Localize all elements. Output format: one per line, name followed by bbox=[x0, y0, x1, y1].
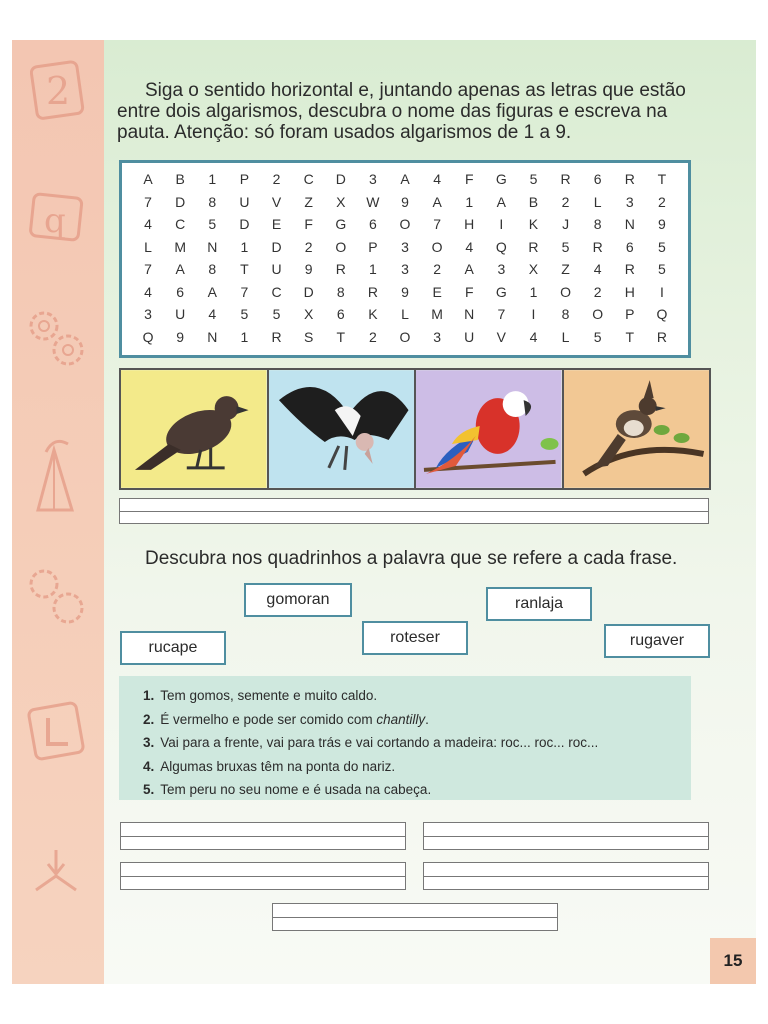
grid-cell: D bbox=[303, 283, 314, 300]
arrows-icon bbox=[28, 846, 84, 896]
letter-l-icon bbox=[26, 700, 88, 766]
grid-cell: 3 bbox=[144, 306, 152, 323]
picture-crow bbox=[121, 370, 269, 488]
grid-cell: N bbox=[464, 306, 475, 323]
grid-cell: A bbox=[143, 171, 153, 188]
clue-text: Vai para a frente, vai para trás e vai cortando a madeira: roc... roc... roc... bbox=[160, 735, 599, 750]
grid-cell: 9 bbox=[176, 328, 185, 345]
grid-cell: V bbox=[271, 193, 282, 210]
grid-cell: 2 bbox=[658, 193, 666, 210]
grid-cell: T bbox=[240, 261, 249, 278]
grid-cell: 2 bbox=[593, 283, 602, 300]
grid-cell: 4 bbox=[208, 306, 217, 323]
scrambled-word-rucape: rucape bbox=[120, 631, 226, 665]
answer-line-birds[interactable] bbox=[119, 498, 709, 524]
grid-cell: Q bbox=[656, 306, 668, 323]
grid-cell: Q bbox=[495, 238, 507, 255]
grid-cell: 3 bbox=[625, 193, 634, 210]
grid-cell: R bbox=[624, 261, 635, 278]
grid-cell: 4 bbox=[529, 328, 538, 345]
grid-cell: 5 bbox=[272, 306, 281, 323]
grid-cell: A bbox=[432, 193, 442, 210]
letter-q-icon bbox=[26, 190, 86, 246]
grid-cell: U bbox=[175, 306, 186, 323]
gears-icon-2 bbox=[22, 560, 92, 630]
grid-cell: E bbox=[271, 216, 282, 233]
picture-cardinal bbox=[564, 370, 710, 488]
grid-cell: L bbox=[593, 193, 602, 210]
grid-cell: O bbox=[560, 283, 572, 300]
grid-cell: T bbox=[657, 171, 667, 188]
scrambled-word-ranlaja: ranlaja bbox=[486, 587, 592, 621]
grid-cell: L bbox=[561, 328, 570, 345]
grid-cell: 8 bbox=[208, 261, 217, 278]
grid-cell: 2 bbox=[433, 261, 441, 278]
grid-cell: 1 bbox=[368, 261, 377, 278]
grid-cell: 5 bbox=[658, 238, 666, 255]
grid-cell: Z bbox=[561, 261, 570, 278]
grid-cell: 7 bbox=[433, 216, 441, 233]
grid-cell: 4 bbox=[144, 216, 152, 233]
grid-cell: 1 bbox=[465, 193, 474, 210]
clue-item bbox=[143, 731, 598, 755]
number-two-icon bbox=[30, 58, 86, 122]
clue-panel bbox=[119, 676, 691, 800]
clue-item bbox=[143, 684, 598, 708]
grid-cell: 5 bbox=[529, 171, 538, 188]
svg-text:q: q bbox=[44, 201, 66, 241]
grid-cell: 1 bbox=[208, 171, 217, 188]
grid-cell: H bbox=[464, 216, 475, 233]
grid-cell: 3 bbox=[401, 261, 409, 278]
answer-line-1[interactable] bbox=[120, 822, 406, 850]
grid-cell: L bbox=[144, 238, 152, 255]
parrot-icon bbox=[416, 370, 562, 488]
instruction-line-1: Siga o sentido horizontal e, juntando apenas as letras que estão bbox=[145, 80, 686, 101]
instruction-line-2: entre dois algarismos, descubra o nome das figuras e escreva na bbox=[117, 101, 668, 122]
grid-cell: Q bbox=[142, 328, 154, 345]
clue-text: É vermelho e pode ser comido com bbox=[160, 711, 377, 727]
grid-cell: D bbox=[175, 193, 186, 210]
grid-cell: 1 bbox=[529, 283, 538, 300]
scrambled-word-rugaver: rugaver bbox=[604, 624, 710, 658]
grid-cell: G bbox=[495, 283, 507, 300]
grid-cell: A bbox=[464, 261, 474, 278]
clue-number: 1. bbox=[143, 688, 155, 703]
grid-cell: 6 bbox=[593, 171, 602, 188]
grid-cell: G bbox=[335, 216, 347, 233]
scrambled-word-roteser: roteser bbox=[362, 621, 468, 655]
grid-cell: T bbox=[336, 328, 346, 345]
grid-cell: 5 bbox=[658, 261, 666, 278]
clue-item bbox=[143, 755, 598, 779]
answer-line-2[interactable] bbox=[423, 822, 709, 850]
grid-cell: O bbox=[335, 238, 347, 255]
grid-cell: 7 bbox=[497, 306, 506, 323]
clue-text-end: . bbox=[425, 711, 429, 727]
grid-cell: B bbox=[528, 193, 539, 210]
workbook-page bbox=[12, 40, 756, 984]
grid-cell: X bbox=[336, 193, 346, 210]
clue-list bbox=[143, 684, 598, 802]
grid-cell: R bbox=[592, 238, 603, 255]
grid-cell: U bbox=[239, 193, 250, 210]
grid-cell: I bbox=[531, 306, 536, 323]
picture-parrot bbox=[416, 370, 564, 488]
grid-cell: K bbox=[368, 306, 378, 323]
crow-icon bbox=[121, 370, 267, 488]
grid-cell: 9 bbox=[658, 216, 666, 233]
grid-cell: F bbox=[304, 216, 313, 233]
grid-cell: 5 bbox=[208, 216, 217, 233]
clue-text: Tem peru no seu nome e é usada na cabeça. bbox=[160, 782, 432, 797]
grid-cell: C bbox=[303, 171, 314, 188]
grid-cell: F bbox=[464, 283, 474, 300]
grid-cell: U bbox=[464, 328, 475, 345]
clue-item bbox=[143, 708, 598, 732]
grid-cell: 6 bbox=[176, 283, 185, 300]
grid-cell: A bbox=[496, 193, 507, 210]
grid-cell: 3 bbox=[368, 171, 377, 188]
instruction-line-3: pauta. Atenção: só foram usados algarismos de 1 a 9. bbox=[117, 122, 572, 143]
grid-cell: P bbox=[239, 171, 250, 188]
grid-cell: X bbox=[528, 261, 539, 278]
grid-cell: I bbox=[499, 216, 504, 233]
grid-cell: 2 bbox=[561, 193, 570, 210]
section-title: Descubra nos quadrinhos a palavra que se refere a cada frase. bbox=[145, 548, 678, 569]
grid-cell: 8 bbox=[208, 193, 217, 210]
page-number: 15 bbox=[710, 938, 756, 984]
grid-cell: E bbox=[432, 283, 442, 300]
clue-number: 2. bbox=[143, 711, 155, 727]
grid-cell: R bbox=[560, 171, 571, 188]
grid-cell: 4 bbox=[433, 171, 441, 188]
scrambled-word-gomoran: gomoran bbox=[244, 583, 352, 617]
grid-cell: A bbox=[175, 261, 185, 278]
clue-number: 5. bbox=[143, 782, 155, 797]
clue-italic-word: chantilly bbox=[376, 711, 426, 727]
grid-cell: 8 bbox=[336, 283, 345, 300]
grid-cell: O bbox=[431, 238, 443, 255]
grid-cell: V bbox=[496, 328, 507, 345]
grid-cell: G bbox=[495, 171, 507, 188]
grid-cell: I bbox=[659, 283, 664, 300]
clue-number: 4. bbox=[143, 758, 155, 774]
answer-line-3[interactable] bbox=[120, 862, 406, 890]
grid-cell: R bbox=[271, 328, 282, 345]
grid-cell: R bbox=[656, 328, 667, 345]
grid-cell: B bbox=[175, 171, 185, 188]
grid-cell: 6 bbox=[336, 306, 345, 323]
grid-cell: D bbox=[271, 238, 282, 255]
grid-cell: 5 bbox=[240, 306, 249, 323]
grid-cell: L bbox=[401, 306, 409, 323]
grid-cell: 5 bbox=[561, 238, 570, 255]
grid-cell: O bbox=[592, 306, 604, 323]
grid-cell: 2 bbox=[368, 328, 377, 345]
grid-cell: C bbox=[271, 283, 282, 300]
picture-vulture bbox=[269, 370, 417, 488]
grid-cell: 6 bbox=[368, 216, 377, 233]
letter-grid-box bbox=[119, 160, 691, 358]
grid-cell: M bbox=[174, 238, 186, 255]
grid-cell: K bbox=[528, 216, 539, 233]
answer-line-4[interactable] bbox=[423, 862, 709, 890]
grid-cell: R bbox=[528, 238, 539, 255]
grid-cell: 4 bbox=[144, 283, 152, 300]
decorative-margin-strip bbox=[12, 40, 104, 984]
clue-text: Tem gomos, semente e muito caldo. bbox=[160, 688, 378, 703]
grid-cell: P bbox=[625, 306, 635, 323]
grid-cell: 9 bbox=[401, 283, 409, 300]
grid-cell: R bbox=[367, 283, 378, 300]
grid-cell: F bbox=[464, 171, 474, 188]
grid-cell: 7 bbox=[144, 261, 152, 278]
grid-cell: 1 bbox=[240, 238, 249, 255]
grid-cell: 9 bbox=[304, 261, 313, 278]
picture-strip bbox=[119, 368, 711, 490]
grid-cell: 8 bbox=[561, 306, 570, 323]
instructions bbox=[117, 80, 727, 143]
answer-line-5[interactable] bbox=[272, 903, 558, 931]
grid-cell: 9 bbox=[401, 193, 409, 210]
grid-cell: 2 bbox=[304, 238, 313, 255]
grid-cell: U bbox=[271, 261, 282, 278]
grid-cell: J bbox=[562, 216, 570, 233]
grid-cell: 3 bbox=[433, 328, 441, 345]
grid-cell: A bbox=[207, 283, 217, 300]
grid-cell: N bbox=[624, 216, 635, 233]
grid-cell: 3 bbox=[401, 238, 409, 255]
grid-cell: N bbox=[207, 238, 218, 255]
grid-cell: A bbox=[400, 171, 410, 188]
grid-cell: 2 bbox=[272, 171, 281, 188]
grid-cell: Z bbox=[304, 193, 313, 210]
grid-cell: N bbox=[207, 328, 218, 345]
gears-icon bbox=[22, 302, 92, 372]
grid-cell: M bbox=[431, 306, 443, 323]
clue-number: 3. bbox=[143, 735, 155, 750]
grid-cell: C bbox=[175, 216, 186, 233]
grid-cell: O bbox=[399, 328, 411, 345]
grid-cell: S bbox=[303, 328, 314, 345]
grid-cell: R bbox=[335, 261, 346, 278]
grid-cell: O bbox=[399, 216, 411, 233]
svg-text:2: 2 bbox=[46, 69, 71, 113]
grid-cell: 4 bbox=[593, 261, 602, 278]
grid-cell: X bbox=[303, 306, 314, 323]
grid-cell: 8 bbox=[593, 216, 602, 233]
grid-cell: 3 bbox=[497, 261, 506, 278]
grid-cell: P bbox=[368, 238, 378, 255]
tools-icon bbox=[24, 430, 86, 520]
grid-cell: R bbox=[624, 171, 635, 188]
grid-cell: D bbox=[239, 216, 250, 233]
grid-cell: 4 bbox=[465, 238, 474, 255]
grid-cell: 7 bbox=[144, 193, 152, 210]
grid-cell: 7 bbox=[240, 283, 249, 300]
cardinal-bird-icon bbox=[564, 370, 710, 488]
grid-cell: 5 bbox=[593, 328, 602, 345]
clue-text: Algumas bruxas têm na ponta do nariz. bbox=[160, 758, 396, 774]
grid-cell: H bbox=[624, 283, 635, 300]
clue-item bbox=[143, 778, 598, 802]
grid-cell: T bbox=[625, 328, 635, 345]
grid-cell: W bbox=[366, 193, 380, 210]
vulture-icon bbox=[269, 370, 415, 488]
grid-cell: D bbox=[335, 171, 346, 188]
grid-cell: 6 bbox=[625, 238, 634, 255]
letter-grid bbox=[132, 168, 678, 348]
grid-cell: 1 bbox=[240, 328, 249, 345]
